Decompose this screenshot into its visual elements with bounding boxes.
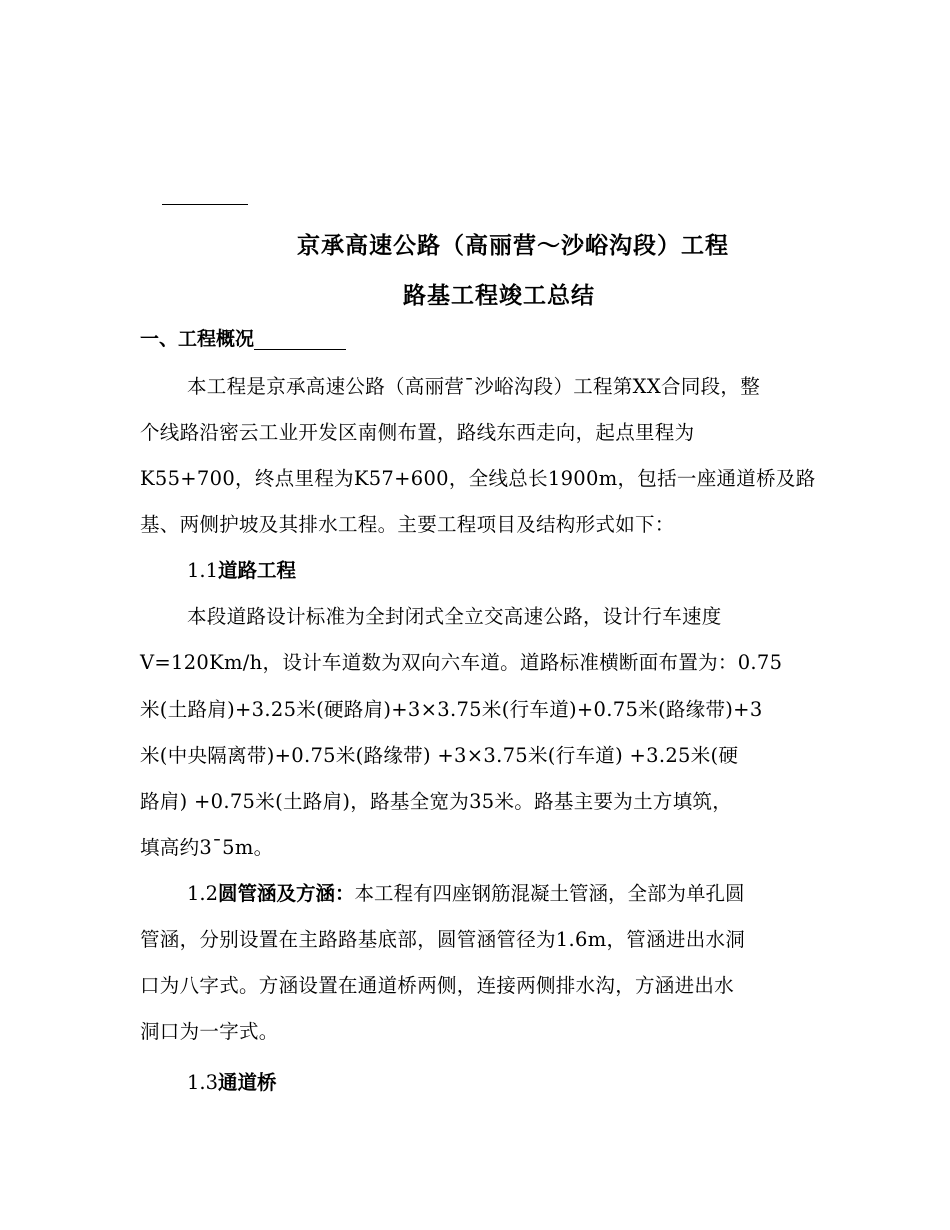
subsection-number: 1.3	[187, 1071, 219, 1094]
paragraph-line: 本段道路设计标准为全封闭式全立交高速公路，设计行车速度	[187, 605, 722, 628]
paragraph-line: 本工程是京承高速公路（高丽营¯沙峪沟段）工程第XX合同段，整	[187, 375, 761, 398]
top-rule	[162, 204, 248, 205]
paragraph-line: V=120Km/h，设计车道数为双向六车道。道路标准横断面布置为：0.75	[140, 651, 783, 674]
paragraph-line: 米(中央隔离带)+0.75米(路缘带) +3×3.75米(行车道) +3.25米(硬	[140, 744, 739, 767]
subsection-heading-1-3	[187, 1067, 277, 1095]
paragraph-line: 米(土路肩)+3.25米(硬路肩)+3×3.75米(行车道)+0.75米(路缘带)+3	[140, 698, 763, 721]
paragraph-line: 管涵，分别设置在主路路基底部，圆管涵管径为1.6m，管涵进出水洞	[140, 928, 746, 951]
section-heading	[140, 324, 346, 351]
subsection-text: 本工程有四座钢筋混凝土管涵，全部为单孔圆	[354, 882, 745, 905]
document-subtitle: 路基工程竣工总结	[403, 283, 595, 309]
paragraph-line: 基、两侧护坡及其排水工程。主要工程项目及结构形式如下：	[140, 513, 675, 536]
paragraph-line: 路肩) +0.75米(土路肩)，路基全宽为35米。路基主要为土方填筑，	[140, 790, 733, 813]
subsection-number: 1.2	[187, 882, 219, 905]
section-heading-text: 一、工程概况	[140, 328, 255, 350]
paragraph-line: 填高约3¯5m。	[140, 836, 274, 859]
subsection-number: 1.1	[187, 559, 219, 582]
subsection-title: 道路工程	[218, 559, 297, 582]
paragraph-line: 口为八字式。方涵设置在通道桥两侧，连接两侧排水沟，方涵进出水	[140, 974, 735, 997]
subsection-title: 圆管涵及方涵：	[218, 882, 355, 905]
document-title: 京承高速公路（高丽营～沙峪沟段）工程	[297, 233, 729, 259]
subsection-title: 通道桥	[218, 1071, 277, 1094]
paragraph-line: K55+700，终点里程为K57+600，全线总长1900m，包括一座通道桥及路	[140, 467, 816, 490]
subsection-heading-1-1	[187, 555, 296, 583]
subsection-1-2-first-line	[187, 878, 745, 906]
paragraph-line: 洞口为一字式。	[140, 1020, 279, 1043]
paragraph-line: 个线路沿密云工业开发区南侧布置，路线东西走向，起点里程为	[140, 421, 695, 444]
heading-blank-line	[254, 329, 346, 350]
